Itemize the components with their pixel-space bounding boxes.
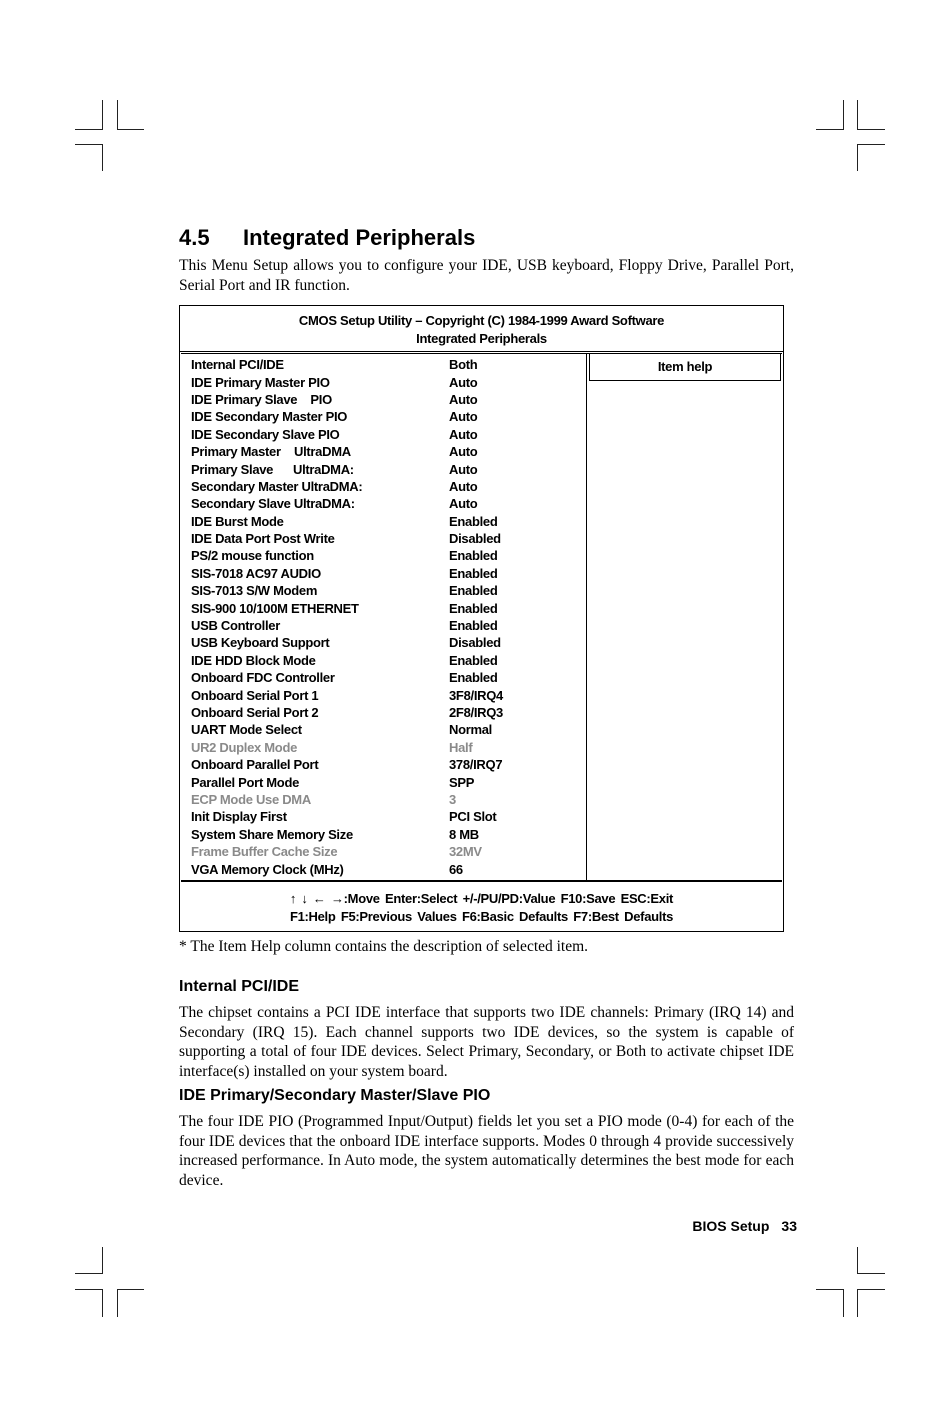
- key-legend-line-2: F1:Help F5:Previous Values F6:Basic Defaults F7:Best Defaults: [289, 908, 674, 924]
- page-content: [179, 222, 794, 1191]
- bios-setting-value[interactable]: 3: [449, 791, 456, 807]
- subsection-title-internal-pci-ide: Internal PCI/IDE: [179, 977, 300, 995]
- bios-setting-label: Onboard Parallel Port: [191, 757, 319, 773]
- bios-setting-label: IDE Data Port Post Write: [191, 531, 335, 547]
- item-help-panel: [587, 354, 782, 880]
- bios-setting-value[interactable]: 66: [449, 861, 463, 877]
- bios-setting-row[interactable]: [191, 791, 586, 808]
- bios-setting-value[interactable]: 3F8/IRQ4: [449, 687, 503, 703]
- bios-setting-label: IDE Secondary Master PIO: [191, 409, 348, 425]
- bios-setting-row[interactable]: [191, 861, 586, 878]
- bios-settings-list: [181, 354, 587, 880]
- bios-setting-label: System Share Memory Size: [191, 826, 353, 842]
- bios-setting-value[interactable]: SPP: [449, 774, 475, 790]
- bios-setting-label: Secondary Master UltraDMA:: [191, 478, 363, 494]
- bios-setting-label: SIS-7018 AC97 AUDIO: [191, 565, 321, 581]
- bios-setting-row[interactable]: [191, 756, 586, 773]
- bios-screen: [179, 305, 784, 932]
- bios-setting-row[interactable]: [191, 774, 586, 791]
- bios-setting-row[interactable]: [191, 669, 586, 686]
- bios-setting-row[interactable]: [191, 808, 586, 825]
- bios-setting-label: USB Keyboard Support: [191, 635, 330, 651]
- bios-setting-label: IDE Burst Mode: [191, 513, 284, 529]
- bios-setting-value[interactable]: Auto: [449, 426, 478, 442]
- bios-setting-label: Onboard Serial Port 2: [191, 705, 319, 720]
- bios-setting-value[interactable]: Normal: [449, 722, 492, 738]
- subsection-title-ide-pio: IDE Primary/Secondary Master/Slave PIO: [179, 1087, 491, 1105]
- bios-setting-value[interactable]: Enabled: [449, 618, 498, 634]
- bios-setting-row[interactable]: [191, 652, 586, 669]
- bios-setting-row[interactable]: [191, 634, 586, 651]
- bios-setting-value[interactable]: Auto: [449, 461, 478, 477]
- bios-setting-value[interactable]: Enabled: [449, 583, 498, 599]
- bios-setting-value[interactable]: Auto: [449, 409, 478, 425]
- footer-chapter: BIOS Setup: [692, 1218, 770, 1234]
- bios-setting-row[interactable]: [191, 843, 586, 860]
- bios-setting-row[interactable]: [191, 374, 586, 391]
- bios-setting-value[interactable]: Enabled: [449, 600, 498, 616]
- bios-setting-row[interactable]: [191, 530, 586, 547]
- bios-setting-label: Secondary Slave UltraDMA:: [191, 496, 355, 512]
- bios-setting-value[interactable]: Auto: [449, 444, 478, 460]
- bios-setting-row[interactable]: [191, 547, 586, 564]
- subsection-body-internal-pci-ide: The chipset contains a PCI IDE interface that supports two IDE channels: Primary (IRQ 14) and Secondary (IRQ 15). Each channel supports two IDE devices, so the system is capable of supporting a total of four IDE devices. Select Primary, Secondary, or Both to activate chipset IDE interface(s) installed on your system board.: [179, 1003, 794, 1080]
- bios-setting-value[interactable]: Disabled: [449, 635, 501, 651]
- bios-setting-value[interactable]: Auto: [449, 496, 478, 512]
- bios-setting-value[interactable]: Enabled: [449, 652, 498, 668]
- page-number: 33: [781, 1218, 797, 1234]
- bios-setting-value[interactable]: Disabled: [449, 531, 501, 547]
- bios-setting-value[interactable]: 8 MB: [449, 826, 479, 842]
- bios-setting-row[interactable]: [191, 461, 586, 478]
- bios-setting-label: SIS-900 10/100M ETHERNET: [191, 600, 359, 616]
- bios-setting-label: IDE Secondary Slave PIO: [191, 426, 340, 442]
- bios-setting-label: Parallel Port Mode: [191, 774, 300, 790]
- bios-setting-value[interactable]: 2F8/IRQ3: [449, 705, 503, 720]
- bios-setting-label: IDE Primary Master PIO: [191, 374, 330, 390]
- bios-key-legend: [180, 882, 783, 931]
- bios-setting-value[interactable]: Auto: [449, 391, 478, 407]
- bios-setting-value[interactable]: Enabled: [449, 513, 498, 529]
- bios-setting-value[interactable]: Auto: [449, 478, 478, 494]
- bios-setting-label: ECP Mode Use DMA: [191, 791, 311, 807]
- bios-setting-row[interactable]: [191, 443, 586, 460]
- bios-setting-row[interactable]: [191, 495, 586, 512]
- bios-setting-row[interactable]: [191, 478, 586, 495]
- bios-setting-row[interactable]: [191, 617, 586, 634]
- bios-setting-label: IDE Primary Slave PIO: [191, 391, 332, 407]
- bios-setting-value[interactable]: PCI Slot: [449, 809, 497, 825]
- bios-setting-value[interactable]: 378/IRQ7: [449, 757, 503, 773]
- bios-body: [181, 353, 782, 882]
- bios-setting-row[interactable]: [191, 600, 586, 617]
- bios-setting-row[interactable]: [191, 356, 586, 373]
- bios-setting-label: USB Controller: [191, 618, 280, 634]
- bios-header-title: Integrated Peripherals: [416, 330, 547, 346]
- section-heading: [179, 222, 794, 254]
- bios-setting-label: VGA Memory Clock (MHz): [191, 861, 344, 877]
- bios-setting-row[interactable]: [191, 391, 586, 408]
- bios-setting-label: Onboard FDC Controller: [191, 670, 335, 686]
- bios-setting-row[interactable]: [191, 721, 586, 738]
- bios-setting-row[interactable]: [191, 513, 586, 530]
- bios-setting-value[interactable]: Both: [449, 357, 478, 373]
- key-legend-line-1: ↑ ↓ ← →:Move Enter:Select +/-/PU/PD:Value F10:Save ESC:Exit: [289, 890, 674, 906]
- bios-setting-value[interactable]: 32MV: [449, 844, 482, 860]
- bios-setting-label: SIS-7013 S/W Modem: [191, 583, 318, 599]
- bios-setting-row[interactable]: [191, 582, 586, 599]
- bios-setting-label: UART Mode Select: [191, 722, 302, 738]
- bios-setting-value[interactable]: Auto: [449, 374, 478, 390]
- bios-setting-label: PS/2 mouse function: [191, 548, 314, 564]
- bios-setting-label: Init Display First: [191, 809, 287, 825]
- bios-setting-label: Onboard Serial Port 1: [191, 687, 319, 703]
- item-help-title: Item help: [589, 354, 781, 381]
- section-title: Integrated Peripherals: [243, 225, 476, 250]
- bios-setting-label: Internal PCI/IDE: [191, 357, 284, 373]
- bios-setting-label: Primary Slave UltraDMA:: [191, 461, 354, 477]
- bios-setting-value[interactable]: Enabled: [449, 670, 498, 686]
- bios-setting-row[interactable]: [191, 408, 586, 425]
- bios-setting-label: UR2 Duplex Mode: [191, 739, 298, 755]
- section-number: 4.5: [179, 225, 210, 250]
- bios-setting-row[interactable]: [191, 687, 586, 704]
- item-help-note: * The Item Help column contains the description of selected item.: [179, 937, 589, 955]
- bios-setting-row[interactable]: [191, 704, 586, 721]
- bios-setting-value[interactable]: Enabled: [449, 548, 498, 564]
- bios-header: [180, 306, 783, 352]
- section-intro: This Menu Setup allows you to configure your IDE, USB keyboard, Floppy Drive, Parallel Port, Serial Port and IR function.: [179, 257, 794, 294]
- bios-setting-row[interactable]: [191, 826, 586, 843]
- bios-setting-row[interactable]: [191, 739, 586, 756]
- bios-setting-value[interactable]: Enabled: [449, 565, 498, 581]
- bios-setting-label: Primary Master UltraDMA: [191, 444, 351, 460]
- bios-setting-label: Frame Buffer Cache Size: [191, 844, 338, 860]
- bios-setting-value[interactable]: Half: [449, 739, 473, 755]
- page-footer: [692, 1218, 797, 1234]
- bios-setting-row[interactable]: [191, 565, 586, 582]
- subsection-body-ide-pio: The four IDE PIO (Programmed Input/Output) fields let you set a PIO mode (0-4) for each of the four IDE devices that the onboard IDE interface supports. Modes 0 through 4 provide successively increased performance. In Auto mode, the system automatically determines the best mode for each device.: [179, 1113, 794, 1190]
- bios-header-copyright: CMOS Setup Utility – Copyright (C) 1984-1999 Award Software: [298, 313, 665, 329]
- bios-setting-label: IDE HDD Block Mode: [191, 652, 316, 668]
- bios-setting-row[interactable]: [191, 426, 586, 443]
